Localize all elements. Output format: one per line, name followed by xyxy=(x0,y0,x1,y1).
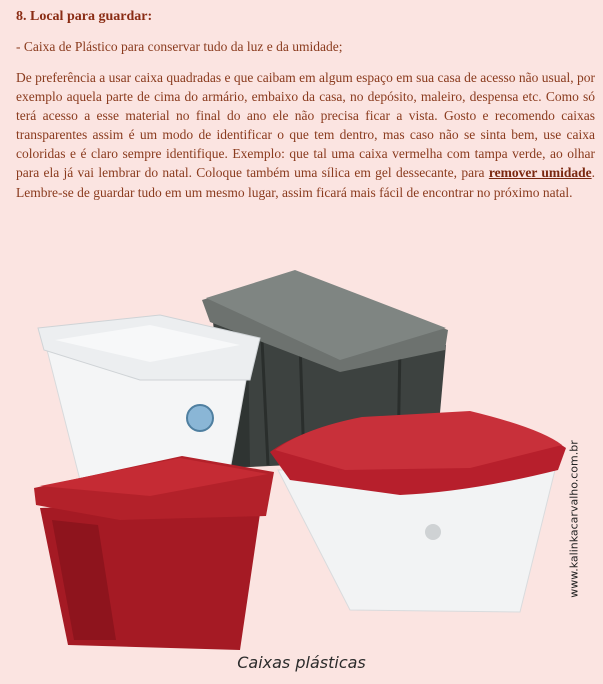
remover-umidade-link[interactable]: remover umidade xyxy=(488,165,592,181)
image-caption: Caixas plásticas xyxy=(237,653,366,672)
article-section xyxy=(16,9,595,202)
clear-box-red-lid-illustration xyxy=(270,411,566,612)
watermark-text: www.kalinkacarvalho.com.br xyxy=(567,440,581,598)
clear-box-left-illustration xyxy=(38,315,260,480)
paragraph-text-start: De preferência a usar caixa quadradas e que caibam em algum espaço em sua casa de acesso não usual, por exemplo aquela parte de cima do armário, embaixo da casa, no depósito, maleiro, despensa etc. Como só terá acesso a esse material no final do ano ele não precisa ficar a vista. Gosto e recomendo caixas transparentes assim é um modo de identificar o que tem dentro, mas caso não se sinta bem, use caixa coloridas e é claro sempre identifique. Exemplo: que tal uma caixa vermelha com tampa verde, ao olhar para ela já vai lembrar do natal. Coloque também uma sílica em gel dessecante, para xyxy=(16,70,595,181)
plastic-boxes-image xyxy=(0,240,603,684)
section-paragraph xyxy=(16,68,595,202)
red-box-illustration xyxy=(34,456,274,650)
paragraph-text-end: . Lembre-se de guardar tudo em um mesmo lugar, assim ficará mais fácil de encontrar no próximo natal. xyxy=(16,165,595,200)
section-subline: - Caixa de Plástico para conservar tudo da luz e da umidade; xyxy=(16,39,343,54)
section-heading: 8. Local para guardar: xyxy=(16,9,153,24)
